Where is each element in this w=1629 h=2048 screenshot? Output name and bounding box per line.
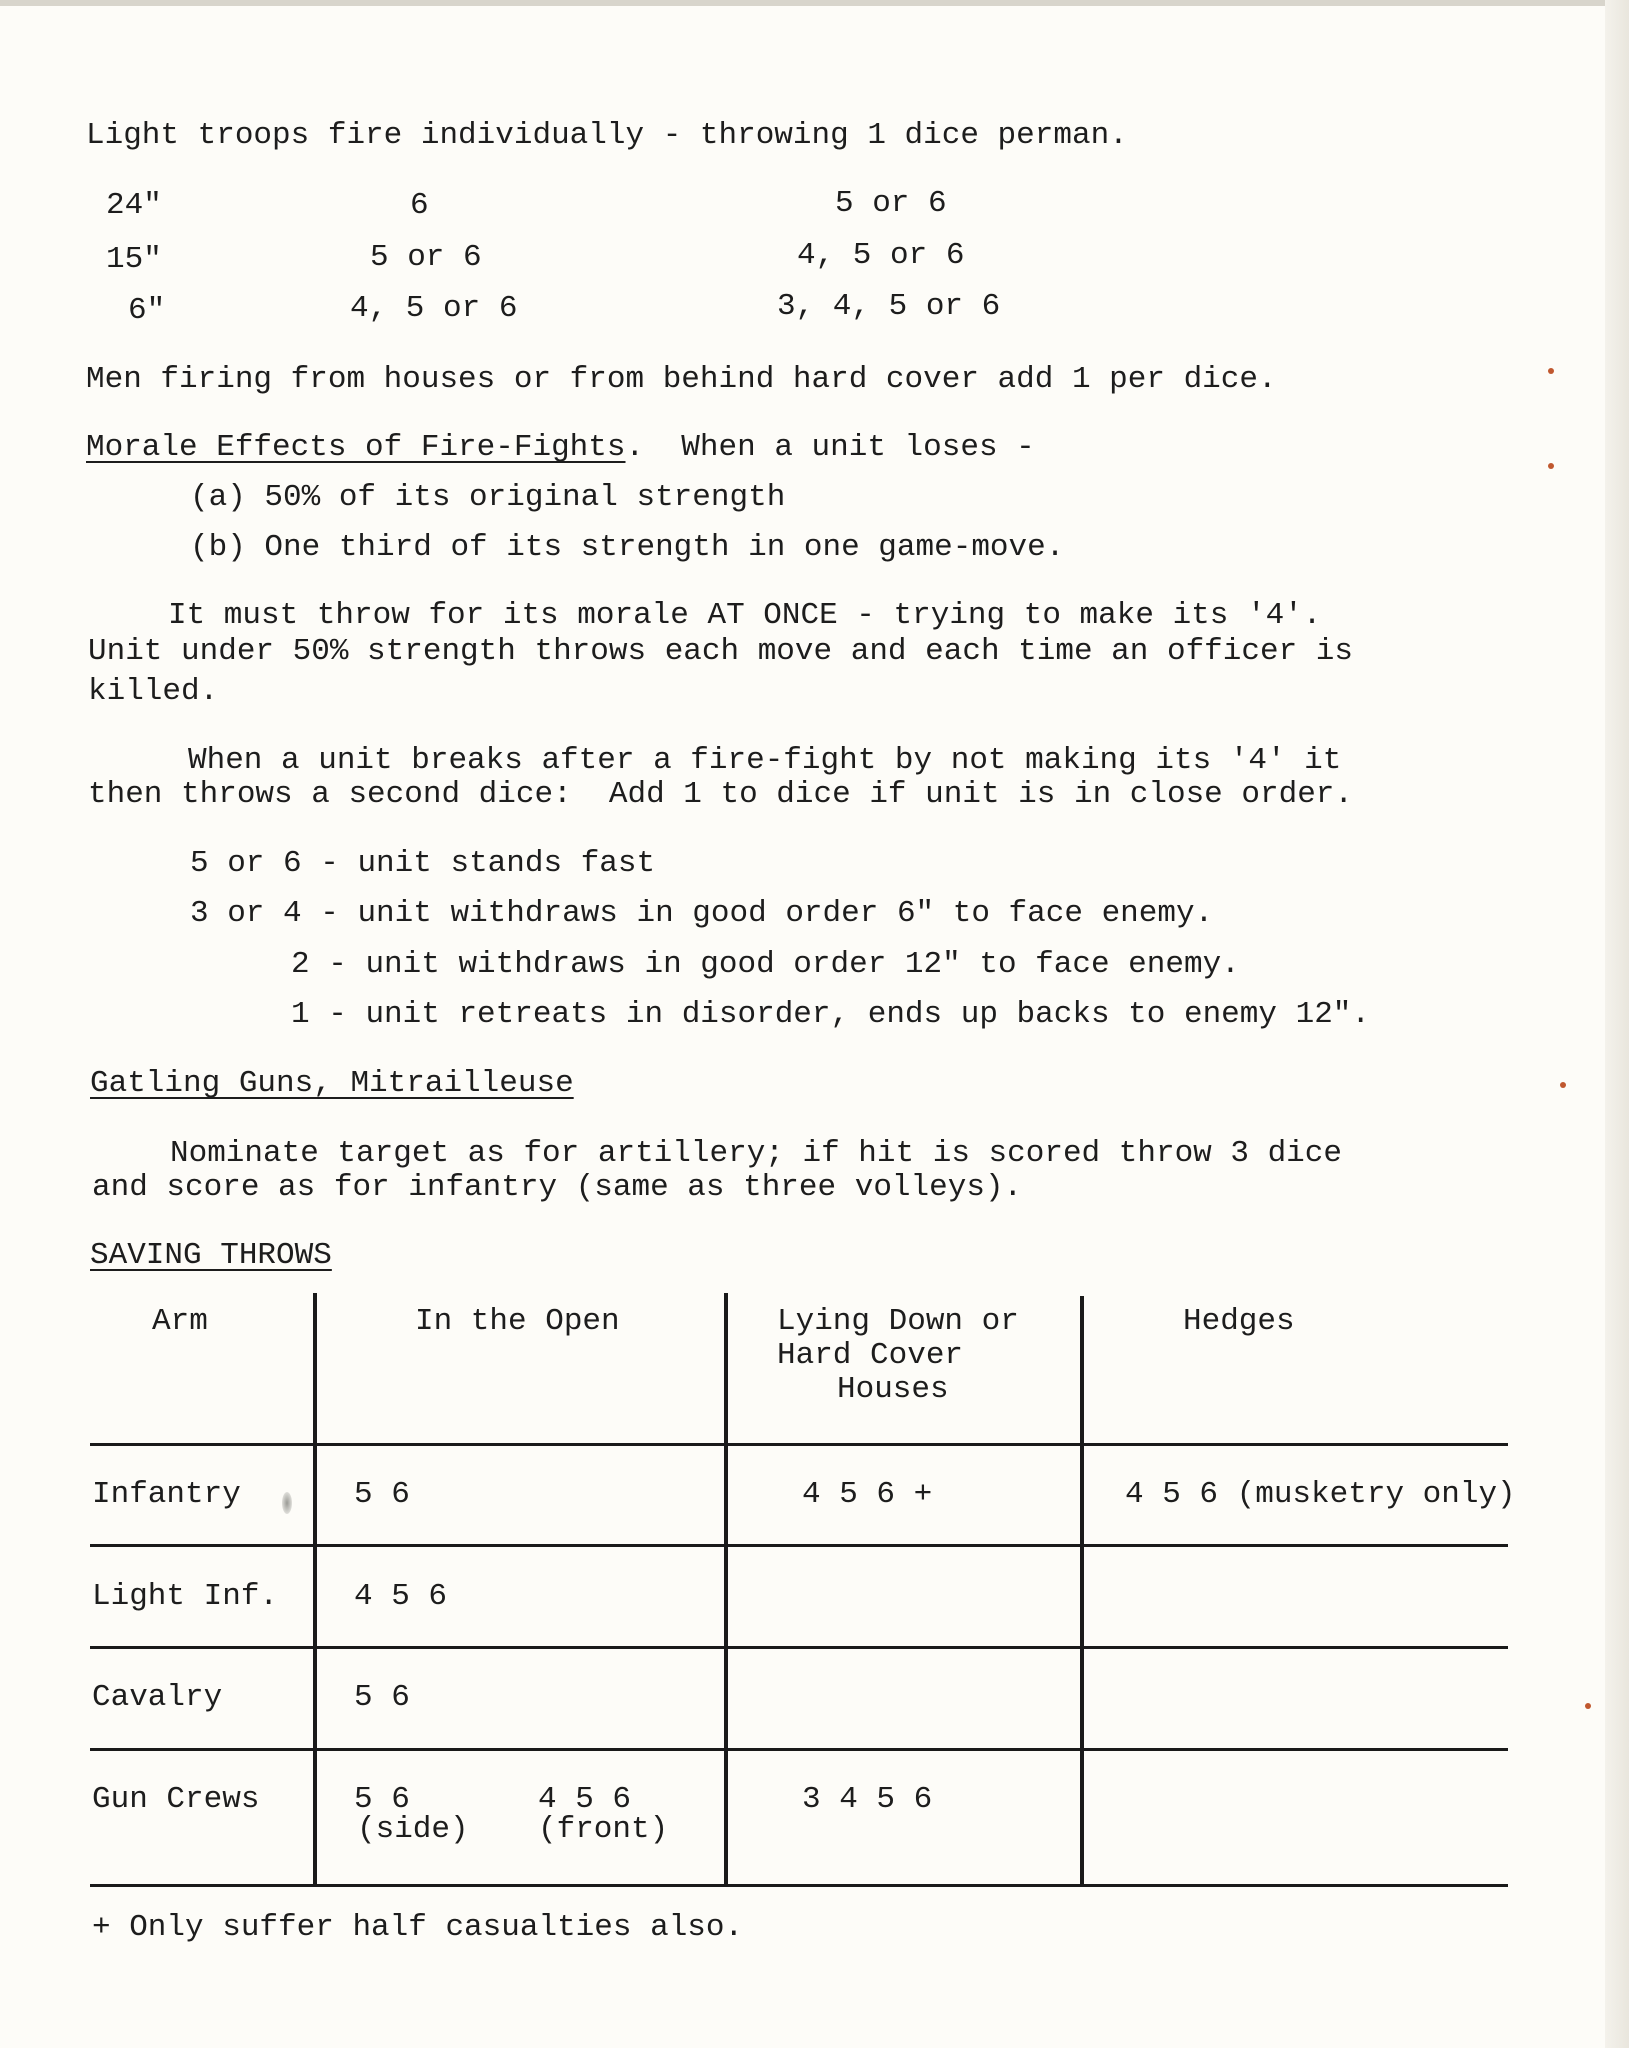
morale-heading-rest: . When a unit loses -: [625, 430, 1035, 465]
ink-mark: [1548, 463, 1554, 469]
table-divider: [724, 1293, 728, 1887]
ink-mark: [1560, 1082, 1566, 1088]
morale-paragraph-1: Unit under 50% strength throws each move and each time an officer is: [88, 634, 1354, 669]
fire-range: 6": [128, 293, 166, 328]
saving-heading: SAVING THROWS: [90, 1238, 332, 1273]
break-roll: 5 or 6: [190, 846, 302, 881]
break-result-text: unit withdraws in good order 6" to face enemy.: [357, 896, 1214, 931]
break-result-text: unit stands fast: [357, 846, 656, 881]
gatling-text: and score as for infantry (same as three volleys).: [92, 1170, 1023, 1205]
row-open: 4 5 6: [354, 1579, 448, 1614]
row-open: 5 6: [354, 1477, 410, 1512]
ink-smudge: [282, 1492, 292, 1514]
fire-range: 15": [106, 242, 162, 277]
row-arm: Gun Crews: [92, 1782, 260, 1817]
morale-condition-a: (a) 50% of its original strength: [190, 480, 786, 515]
break-result: 3 or 4 - unit withdraws in good order 6" to face enemy.: [190, 896, 1214, 931]
break-result: 1 - unit retreats in disorder, ends up backs to enemy 12".: [291, 997, 1371, 1032]
table-rule: [90, 1884, 1508, 1887]
fire-value-a: 4, 5 or 6: [350, 291, 518, 326]
table-rule: [90, 1544, 1508, 1547]
table-rule: [90, 1748, 1508, 1751]
header-arm: Arm: [152, 1304, 208, 1339]
table-divider: [313, 1293, 317, 1887]
row-lying: 4 5 6 +: [802, 1477, 933, 1512]
row-open-side: 5 6: [354, 1782, 410, 1817]
morale-paragraph-2: When a unit breaks after a fire-fight by not making its '4' it: [188, 743, 1342, 778]
row-arm: Infantry: [92, 1477, 241, 1512]
fire-intro: Light troops fire individually - throwing 1 dice perman.: [86, 118, 1128, 153]
break-roll: 3 or 4: [190, 896, 302, 931]
page-top-edge: [0, 0, 1629, 6]
header-lying: Lying Down or: [777, 1304, 1019, 1339]
table-rule: [90, 1443, 1508, 1446]
table-divider: [1080, 1296, 1084, 1887]
cover-note: Men firing from houses or from behind hard cover add 1 per dice.: [86, 362, 1277, 397]
morale-heading: Morale Effects of Fire-Fights: [86, 430, 626, 465]
fire-value-b: 4, 5 or 6: [797, 238, 965, 273]
fire-value-a: 6: [410, 188, 429, 223]
gatling-text: Nominate target as for artillery; if hit is scored throw 3 dice: [170, 1136, 1342, 1171]
break-roll: 2: [291, 947, 310, 982]
row-open-front-label: (front): [538, 1812, 669, 1847]
fire-range: 24": [106, 188, 162, 223]
break-result: 5 or 6 - unit stands fast: [190, 846, 656, 881]
fire-value-b: 3, 4, 5 or 6: [777, 289, 1001, 324]
header-lying: Hard Cover: [777, 1338, 964, 1373]
header-lying: Houses: [837, 1372, 949, 1407]
fire-value-b: 5 or 6: [835, 186, 947, 221]
row-open-side-label: (side): [357, 1812, 469, 1847]
morale-paragraph-1: killed.: [88, 674, 219, 709]
row-lying: 3 4 5 6: [802, 1782, 933, 1817]
fire-value-a: 5 or 6: [370, 240, 482, 275]
row-open: 5 6: [354, 1680, 410, 1715]
row-arm: Light Inf.: [92, 1579, 279, 1614]
header-open: In the Open: [415, 1304, 620, 1339]
break-roll: 1: [291, 997, 310, 1032]
ink-mark: [1585, 1703, 1591, 1709]
table-rule: [90, 1646, 1508, 1649]
header-hedges: Hedges: [1183, 1304, 1295, 1339]
morale-condition-b: (b) One third of its strength in one game-move.: [190, 530, 1065, 565]
row-hedges: 4 5 6 (musketry only): [1125, 1477, 1516, 1512]
row-arm: Cavalry: [92, 1680, 223, 1715]
break-result-text: unit withdraws in good order 12" to face enemy.: [365, 947, 1240, 982]
footnote: + Only suffer half casualties also.: [92, 1910, 744, 1945]
morale-paragraph-1: It must throw for its morale AT ONCE - trying to make its '4'.: [168, 598, 1322, 633]
morale-heading-line: [86, 430, 1035, 466]
break-result-text: unit retreats in disorder, ends up backs to enemy 12".: [365, 997, 1371, 1032]
break-result: 2 - unit withdraws in good order 12" to face enemy.: [291, 947, 1240, 982]
row-open-front: 4 5 6: [538, 1782, 632, 1817]
morale-paragraph-2: then throws a second dice: Add 1 to dice if unit is in close order.: [88, 777, 1354, 812]
ink-mark: [1548, 368, 1554, 374]
gatling-heading: Gatling Guns, Mitrailleuse: [90, 1066, 574, 1101]
page-right-edge: [1605, 0, 1629, 2048]
